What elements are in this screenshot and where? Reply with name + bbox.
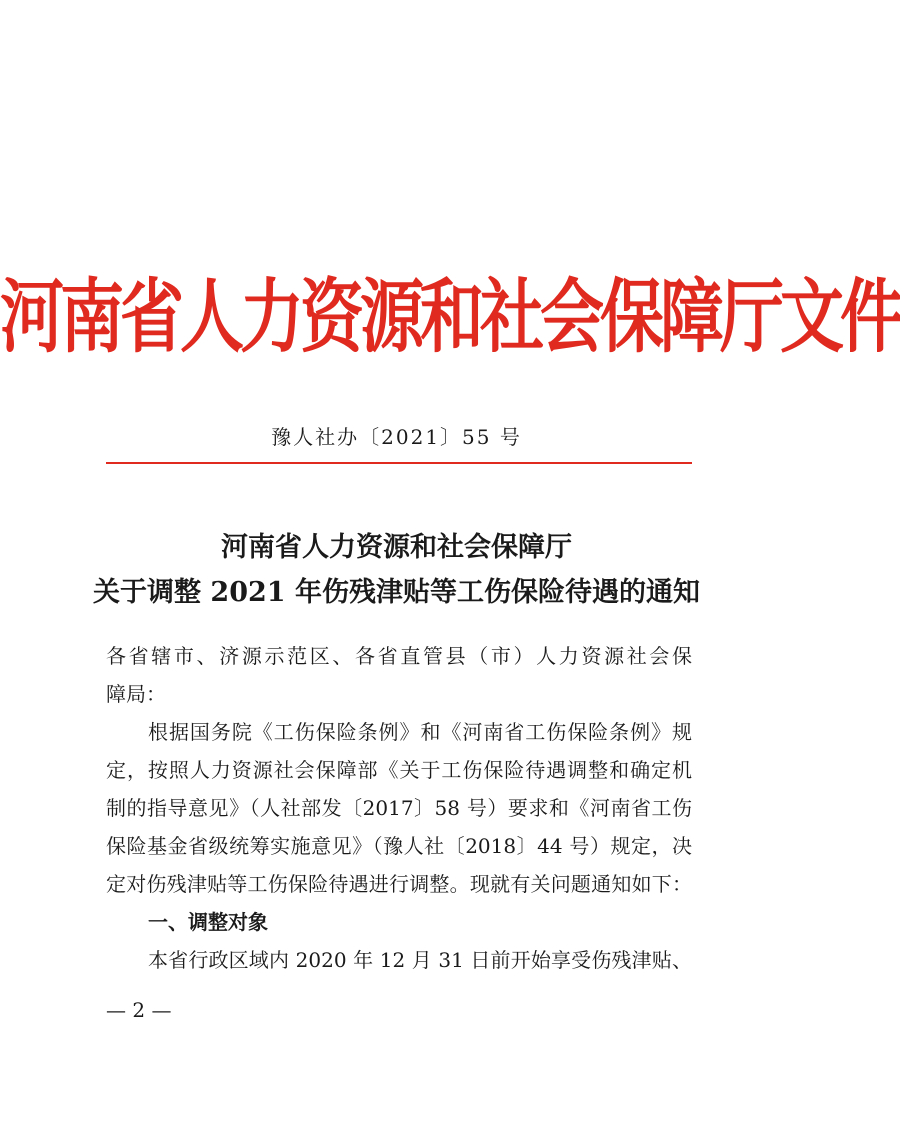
paragraph-1-line-1: 根据国务院《工伤保险条例》和《河南省工伤保险条例》规 xyxy=(148,720,692,744)
paragraph-1-line-2: 定，按照人力资源社会保障部《关于工伤保险待遇调整和确定机 xyxy=(106,758,692,782)
notice-title-line-1: 河南省人力资源和社会保障厅 xyxy=(221,532,572,563)
notice-title-line-2: 关于调整 2021 年伤残津贴等工伤保险待遇的通知 xyxy=(93,577,700,608)
addressee-line-2: 障局： xyxy=(106,682,166,706)
red-divider-line xyxy=(106,462,692,464)
addressee-line-1: 各省辖市、济源示范区、各省直管县（市）人力资源社会保 xyxy=(106,644,692,668)
section-heading-1: 一、调整对象 xyxy=(148,910,268,934)
document-number: 豫人社办〔2021〕55 号 xyxy=(271,425,522,449)
document-masthead: 河南省人力资源和社会保障厅文件 xyxy=(0,272,900,365)
paragraph-2-line-1: 本省行政区域内 2020 年 12 月 31 日前开始享受伤残津贴、 xyxy=(148,948,692,972)
paragraph-1-line-5: 定对伤残津贴等工伤保险待遇进行调整。现就有关问题通知如下： xyxy=(106,872,692,896)
page-number: — 2 — xyxy=(106,998,172,1022)
paragraph-1-line-4: 保险基金省级统筹实施意见》（豫人社〔2018〕44 号）规定，决 xyxy=(106,834,692,858)
paragraph-1-line-3: 制的指导意见》（人社部发〔2017〕58 号）要求和《河南省工伤 xyxy=(106,796,692,820)
